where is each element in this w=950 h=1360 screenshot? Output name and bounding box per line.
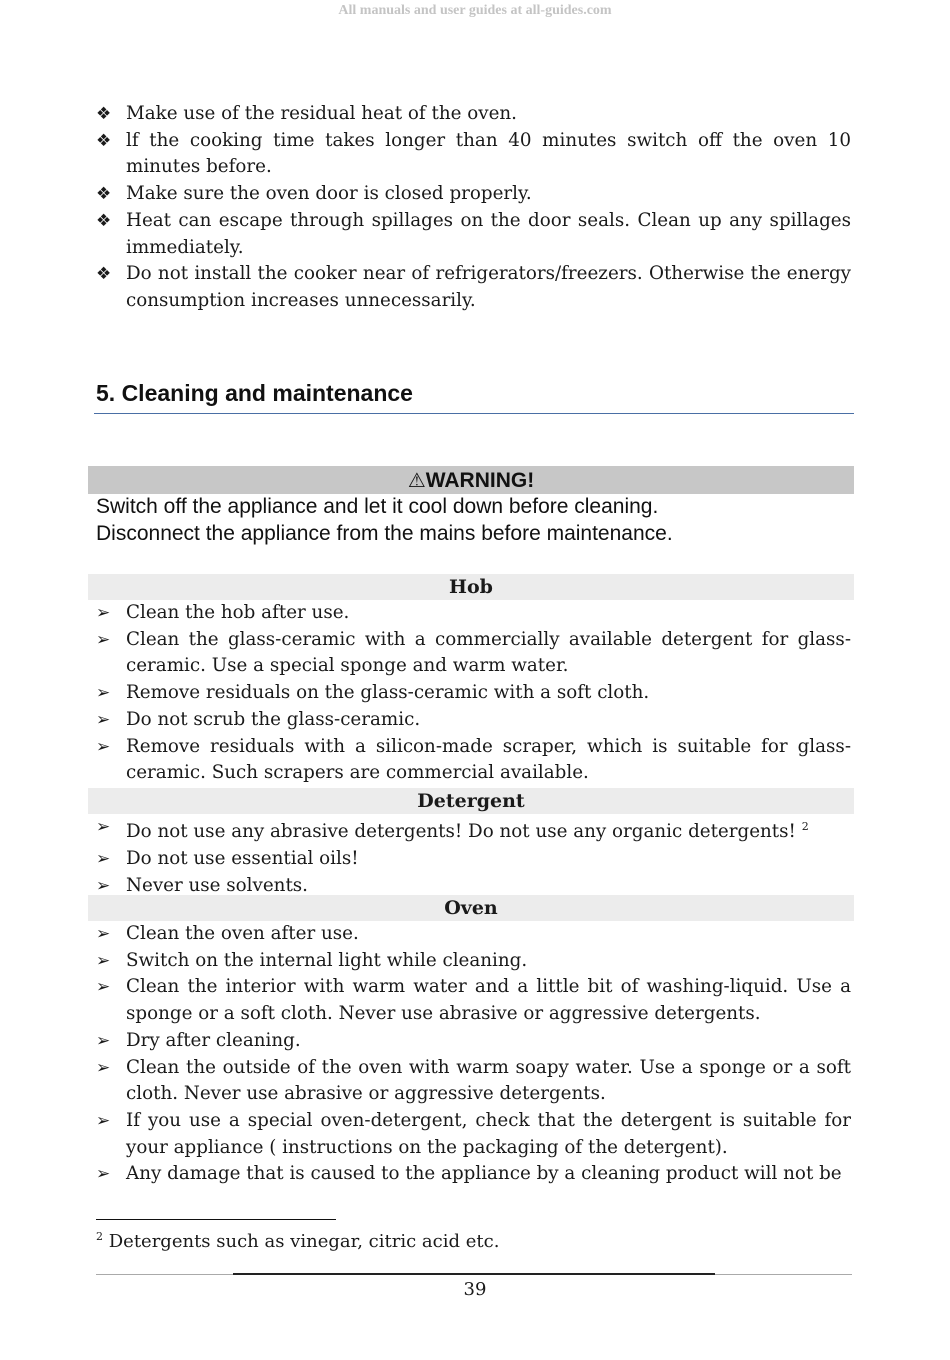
list-item: ❖ Heat can escape through spillages on the door seals. Clean up any spillages immediately. — [96, 209, 851, 258]
footnote-ref: 2 — [801, 820, 809, 833]
list-item: ➢ Remove residuals on the glass-ceramic with a soft cloth. — [96, 680, 851, 707]
section-divider — [94, 413, 854, 414]
list-item: ➢ Do not scrub the glass-ceramic. — [96, 707, 851, 734]
detergent-list — [96, 814, 851, 899]
footnote-text: Detergents such as vinegar, citric acid etc. — [108, 1231, 500, 1252]
list-item: ➢ Any damage that is caused to the appliance by a cleaning product will not be — [96, 1161, 851, 1188]
arrow-bullet-icon: ➢ — [96, 950, 111, 971]
arrow-bullet-icon: ➢ — [96, 603, 111, 623]
page-number: 39 — [463, 1279, 487, 1300]
energy-tips-list — [96, 101, 851, 315]
footer-divider-accent — [233, 1273, 715, 1275]
oven-list — [96, 921, 851, 1188]
arrow-bullet-icon: ➢ — [96, 629, 111, 650]
diamond-bullet-icon: ❖ — [96, 130, 112, 151]
arrow-bullet-icon: ➢ — [96, 848, 111, 869]
list-item: ➢ Do not use essential oils! — [96, 846, 851, 873]
arrow-bullet-icon: ➢ — [96, 1030, 111, 1051]
arrow-bullet-icon: ➢ — [96, 977, 111, 998]
warning-label: WARNING! — [425, 469, 535, 492]
footnote-number: 2 — [96, 1230, 103, 1243]
arrow-bullet-icon: ➢ — [96, 1057, 111, 1078]
list-item: ❖ Make use of the residual heat of the oven. — [96, 101, 851, 128]
diamond-bullet-icon: ❖ — [96, 264, 112, 285]
hob-list — [96, 600, 851, 787]
oven-heading: Oven — [88, 895, 854, 921]
arrow-bullet-icon: ➢ — [96, 709, 111, 730]
list-item: ➢ Clean the interior with warm water and a little bit of washing-liquid. Use a sponge or a soft cloth. Never use abrasive or aggressive detergents. — [96, 976, 851, 1025]
arrow-bullet-icon: ➢ — [96, 817, 111, 837]
footnote — [96, 1230, 499, 1252]
section-title: 5. Cleaning and maintenance — [96, 380, 413, 406]
arrow-bullet-icon: ➢ — [96, 736, 111, 757]
diamond-bullet-icon: ❖ — [96, 184, 112, 205]
list-item: ➢ If you use a special oven-detergent, check that the detergent is suitable for your appliance ( instructions on the packaging of the detergent). — [96, 1109, 851, 1158]
warning-line-2: Disconnect the appliance from the mains before maintenance. — [96, 522, 673, 545]
warning-line-1: Switch off the appliance and let it cool down before cleaning. — [96, 495, 659, 518]
diamond-bullet-icon: ❖ — [96, 104, 112, 124]
arrow-bullet-icon: ➢ — [96, 683, 111, 704]
hob-heading: Hob — [88, 574, 854, 600]
warning-triangle-icon: ⚠ — [407, 468, 426, 492]
list-item: ➢ Do not use any abrasive detergents! Do not use any organic detergents! $^2$ — [96, 814, 851, 846]
list-item: ➢ Remove residuals with a silicon-made scraper, which is suitable for glass-ceramic. Such scrapers are commercial available. — [96, 735, 851, 784]
list-item: ➢ Switch on the internal light while cleaning. — [96, 948, 851, 975]
warning-bar — [88, 466, 854, 494]
footnote-divider — [96, 1219, 336, 1220]
list-item: ➢ Clean the hob after use. — [96, 600, 851, 627]
detergent-heading: Detergent — [88, 788, 854, 814]
arrow-bullet-icon: ➢ — [96, 1110, 111, 1131]
arrow-bullet-icon: ➢ — [96, 875, 111, 896]
watermark: All manuals and user guides at all-guides.com — [338, 3, 612, 18]
list-item: ➢ Clean the outside of the oven with warm soapy water. Use a sponge or a soft cloth. Never use abrasive or aggressive detergents. — [96, 1056, 851, 1105]
list-item: ➢ Clean the glass-ceramic with a commercially available detergent for glass-ceramic. Use a special sponge and warm water. — [96, 628, 851, 677]
arrow-bullet-icon: ➢ — [96, 1164, 111, 1185]
list-item: ❖ Make sure the oven door is closed properly. — [96, 181, 851, 208]
list-item: ➢ Never use solvents. — [96, 873, 851, 900]
list-item: ❖ lf the cooking time takes longer than 40 minutes switch off the oven 10 minutes before. — [96, 129, 851, 178]
list-item: ➢ Clean the oven after use. — [96, 921, 851, 948]
arrow-bullet-icon: ➢ — [96, 924, 111, 944]
diamond-bullet-icon: ❖ — [96, 210, 112, 231]
list-item: ❖ Do not install the cooker near of refrigerators/freezers. Otherwise the energy consumption increases unnecessarily. — [96, 263, 851, 311]
list-item: ➢ Dry after cleaning. — [96, 1028, 851, 1055]
